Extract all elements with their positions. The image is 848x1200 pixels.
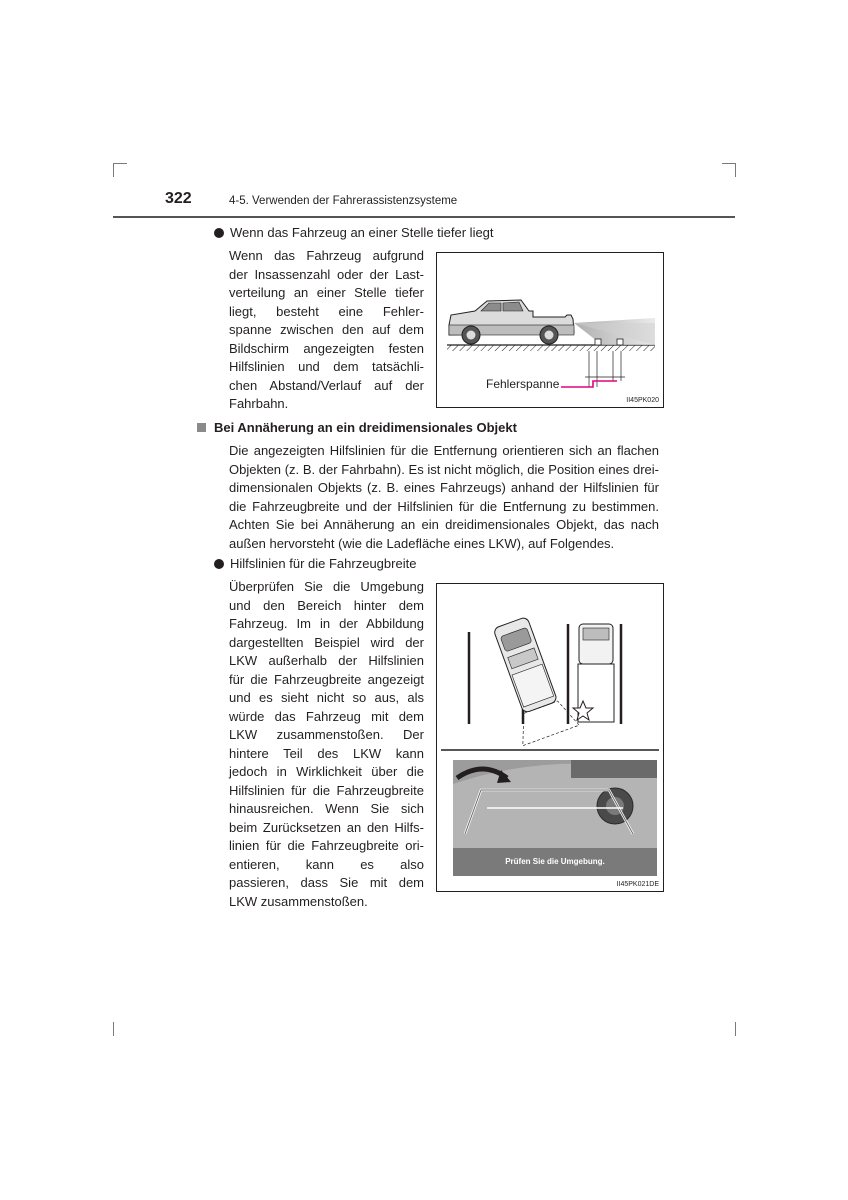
text-line: Objekten (z. B. der Fahrbahn). Es ist nicht möglich, die Position eines drei- <box>229 461 659 477</box>
text-line: passieren, dass Sie mit dem <box>229 875 424 890</box>
figure-label-error-margin: Fehlerspanne <box>486 377 560 391</box>
text-line: Fahrzeug. Im in der Abbildung <box>229 616 424 631</box>
text-line: Achten Sie bei Annäherung an ein dreidimensionales Objekt, das nach <box>229 517 659 532</box>
text-line: LKW zusammenstoßen. Der <box>229 727 424 742</box>
bullet-dot-icon <box>214 559 224 569</box>
text-line: LKW zusammenstoßen. <box>229 893 368 909</box>
text-line: entieren, kann es also <box>229 856 424 872</box>
text-line: liegt, besteht eine Fehler- <box>229 303 424 319</box>
section-heading-text: Bei Annäherung an ein dreidimensionales Objekt <box>214 420 517 435</box>
text-line: und den Bereich hinter dem <box>229 597 424 613</box>
text-line: Hilfslinien und dem tatsächli- <box>229 359 424 374</box>
text-line: chen Abstand/Verlauf auf der <box>229 377 424 393</box>
text-line: Überprüfen Sie die Umgebung <box>229 579 424 594</box>
text-line: außen hervorsteht (wie die Ladefläche eines LKW), auf Folgendes. <box>229 535 615 551</box>
crop-mark <box>735 1022 736 1036</box>
square-bullet-icon <box>197 423 206 432</box>
text-line: Bildschirm angezeigten festen <box>229 340 424 356</box>
text-line: Wenn das Fahrzeug aufgrund <box>229 248 424 263</box>
text-line: der Insassenzahl oder der Last- <box>229 266 424 282</box>
bullet-item <box>214 555 416 573</box>
bullet-title: Hilfslinien für die Fahrzeugbreite <box>230 556 417 571</box>
text-line: für die Fahrzeugbreite angezeigt <box>229 671 424 687</box>
text-line: Hilfslinien für die Fahrzeugbreite <box>229 782 424 798</box>
figure-vehicle-sag <box>436 252 664 408</box>
figure-width-guides <box>436 583 664 892</box>
page-number: 322 <box>165 190 192 207</box>
crop-mark <box>722 163 736 164</box>
text-line: Fahrbahn. <box>229 396 289 411</box>
text-line: die Fahrzeugbreite und der Hilfslinien für die Entfernung zu bestimmen. <box>229 498 659 514</box>
text-line: jedoch in Wirklichkeit über die <box>229 764 424 779</box>
text-line: linien für die Fahrzeugbreite ori- <box>229 838 424 853</box>
text-line: würde das Fahrzeug mit dem <box>229 708 424 724</box>
screen-message: Prüfen Sie die Umgebung. <box>505 857 605 866</box>
text-line: verteilung an einer Stelle tiefer <box>229 285 424 300</box>
text-line: und es sieht nicht so aus, als <box>229 690 424 705</box>
width-guides-illustration <box>437 584 663 891</box>
figure-code: II45PK020 <box>626 397 659 404</box>
text-line: spanne zwischen den auf dem <box>229 322 424 337</box>
bullet-item <box>214 224 494 242</box>
text-line: beim Zurücksetzen an den Hilfs- <box>229 819 424 835</box>
crop-mark <box>735 163 736 177</box>
text-line: dimensionalen Objekts (z. B. eines Fahrzeugs) anhand der Hilfslinien für <box>229 480 659 495</box>
text-line: Die angezeigten Hilfslinien für die Entfernung orientieren sich an flachen <box>229 443 659 458</box>
crop-mark <box>113 163 127 164</box>
text-line: hintere Teil des LKW kann <box>229 745 424 761</box>
section-title: 4-5. Verwenden der Fahrerassistenzsysteme <box>229 195 458 207</box>
header-rule <box>113 216 735 218</box>
crop-mark <box>113 1022 114 1036</box>
section-heading <box>197 420 517 435</box>
crop-mark <box>113 163 114 177</box>
text-line: LKW außerhalb der Hilfslinien <box>229 653 424 668</box>
bullet-dot-icon <box>214 228 224 238</box>
text-line: dargestellten Beispiel wird der <box>229 634 424 650</box>
figure-code: II45PK021DE <box>616 881 659 888</box>
bullet-title: Wenn das Fahrzeug an einer Stelle tiefer liegt <box>230 225 494 240</box>
text-line: hinausreichen. Wenn Sie sich <box>229 801 424 816</box>
